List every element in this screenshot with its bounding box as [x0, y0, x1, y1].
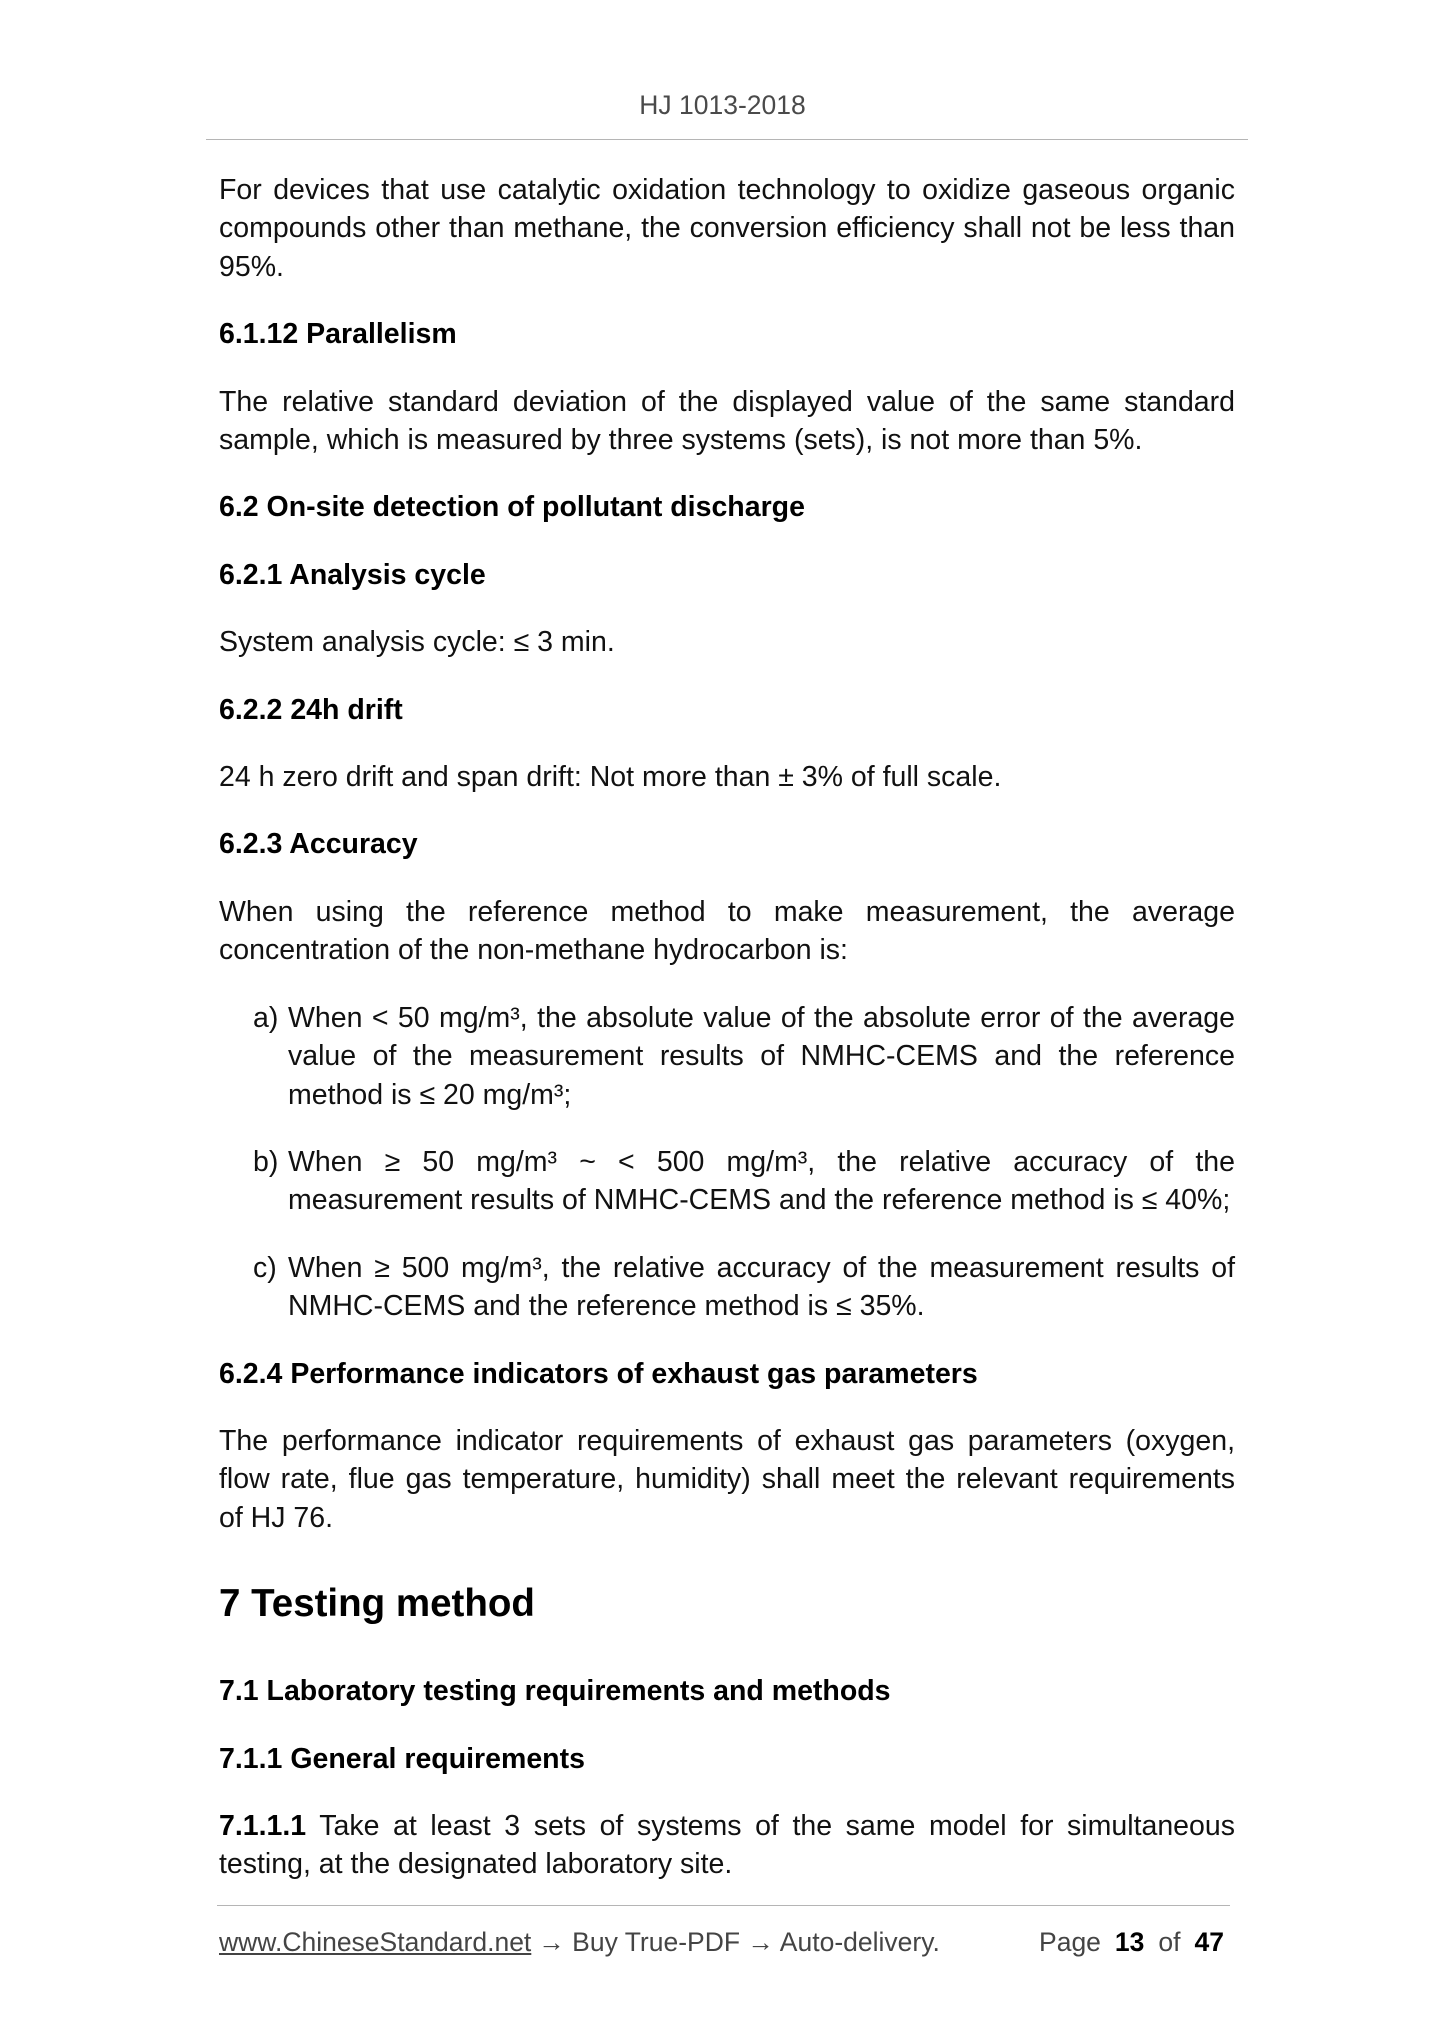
- paragraph-line: 24 h zero drift and span drift: Not more than ± 3% of full scale.: [219, 761, 1002, 794]
- section-heading-7-1: [219, 1672, 1235, 1710]
- section-title: Performance indicators of exhaust gas parameters: [290, 1357, 978, 1390]
- header-divider: [206, 139, 1248, 140]
- clause-number: 7.1.1.1: [219, 1809, 307, 1842]
- page-number-indicator: [1039, 1925, 1224, 1959]
- paragraph-line: For devices that use catalytic oxidation technology to oxidize gaseous organic: [219, 174, 1235, 206]
- footer-divider: [217, 1905, 1230, 1906]
- chapter-title: Testing method: [251, 1582, 535, 1626]
- page-body: [219, 171, 1235, 1913]
- section-heading-7-1-1: [219, 1740, 1235, 1778]
- chapter-heading-7: [219, 1578, 1235, 1630]
- paragraph-line: When using the reference method to make measurement, the average: [219, 895, 1235, 928]
- paragraph-line: testing, at the designated laboratory site.: [219, 1848, 733, 1881]
- paragraph-line: 95%.: [219, 250, 284, 283]
- paragraph-line: concentration of the non-methane hydrocarbon is:: [219, 934, 848, 967]
- paragraph-analysis-cycle: [219, 623, 1235, 661]
- paragraph-exhaust-gas-parameters: [219, 1422, 1235, 1537]
- section-title: On-site detection of pollutant discharge: [266, 491, 805, 524]
- clause-7-1-1-1: [219, 1807, 1235, 1884]
- section-number: 7.1.1: [219, 1742, 283, 1775]
- section-title: 24h drift: [290, 693, 403, 726]
- paragraph-line: [219, 1807, 1235, 1845]
- page-label: Page: [1039, 1927, 1101, 1957]
- paragraph-line: The relative standard deviation of the displayed value of the same standard: [219, 385, 1235, 418]
- page-total: 47: [1194, 1927, 1224, 1957]
- list-item-line: When ≥ 500 mg/m³, the relative accuracy of the measurement results of: [288, 1251, 1235, 1284]
- section-heading-6-1-12: [219, 315, 1235, 353]
- paragraph-line: The performance indicator requirements of exhaust gas parameters (oxygen,: [219, 1424, 1235, 1457]
- section-number: 6.2.4: [219, 1357, 283, 1390]
- list-item-a: [219, 999, 1235, 1114]
- section-number: 6.2.3: [219, 828, 283, 861]
- page-footer: [219, 1925, 1235, 1959]
- list-item-line: value of the measurement results of NMHC-CEMS and the reference: [288, 1040, 1235, 1073]
- list-item-label: b): [253, 1145, 279, 1178]
- list-item-line: measurement results of NMHC-CEMS and the reference method is ≤ 40%;: [288, 1184, 1231, 1217]
- paragraph-line: compounds other than methane, the conversion efficiency shall not be less than: [219, 212, 1235, 245]
- section-title: Parallelism: [306, 318, 457, 351]
- page-current: 13: [1114, 1927, 1145, 1957]
- paragraph-accuracy: [219, 893, 1235, 970]
- section-title: Laboratory testing requirements and methods: [266, 1675, 891, 1708]
- list-item-c: [219, 1249, 1235, 1326]
- clause-text: Take at least 3 sets of systems of the same model for simultaneous: [319, 1809, 1235, 1842]
- website-link[interactable]: www.ChineseStandard.net: [219, 1927, 532, 1957]
- paragraph-line: System analysis cycle: ≤ 3 min.: [219, 626, 615, 659]
- section-title: General requirements: [290, 1742, 585, 1775]
- section-number: 6.1.12: [219, 318, 299, 351]
- section-number: 6.2.1: [219, 558, 283, 591]
- section-title: Accuracy: [289, 828, 418, 861]
- list-item-line: When ≥ 50 mg/m³ ~ < 500 mg/m³, the relative accuracy of the: [288, 1145, 1235, 1178]
- chapter-number: 7: [219, 1582, 241, 1626]
- paragraph-conversion-efficiency: [219, 171, 1235, 286]
- list-item-line: method is ≤ 20 mg/m³;: [288, 1078, 572, 1111]
- page-of-label: of: [1158, 1927, 1181, 1957]
- section-title: Analysis cycle: [289, 558, 486, 591]
- section-number: 7.1: [219, 1675, 259, 1708]
- paragraph-line: sample, which is measured by three systems (sets), is not more than 5%.: [219, 424, 1143, 457]
- paragraph-24h-drift: [219, 758, 1235, 796]
- section-heading-6-2-4: [219, 1355, 1235, 1393]
- list-item-line: When < 50 mg/m³, the absolute value of the absolute error of the average: [288, 1001, 1235, 1034]
- paragraph-line: of HJ 76.: [219, 1501, 334, 1534]
- section-heading-6-2-2: [219, 691, 1235, 729]
- list-item-label: c): [253, 1251, 277, 1284]
- list-item-line: NMHC-CEMS and the reference method is ≤ 35%.: [288, 1290, 925, 1323]
- section-number: 6.2.2: [219, 693, 283, 726]
- running-header-standard-code: HJ 1013-2018: [639, 90, 806, 120]
- section-number: 6.2: [219, 491, 259, 524]
- paragraph-parallelism: [219, 383, 1235, 460]
- list-item-b: [219, 1143, 1235, 1220]
- section-heading-6-2-1: [219, 556, 1235, 594]
- section-heading-6-2: [219, 488, 1235, 526]
- paragraph-line: flow rate, flue gas temperature, humidity) shall meet the relevant requirements: [219, 1463, 1235, 1496]
- section-heading-6-2-3: [219, 825, 1235, 863]
- footer-tagline: → Buy True-PDF → Auto-delivery.: [538, 1927, 940, 1957]
- list-item-label: a): [253, 1001, 279, 1034]
